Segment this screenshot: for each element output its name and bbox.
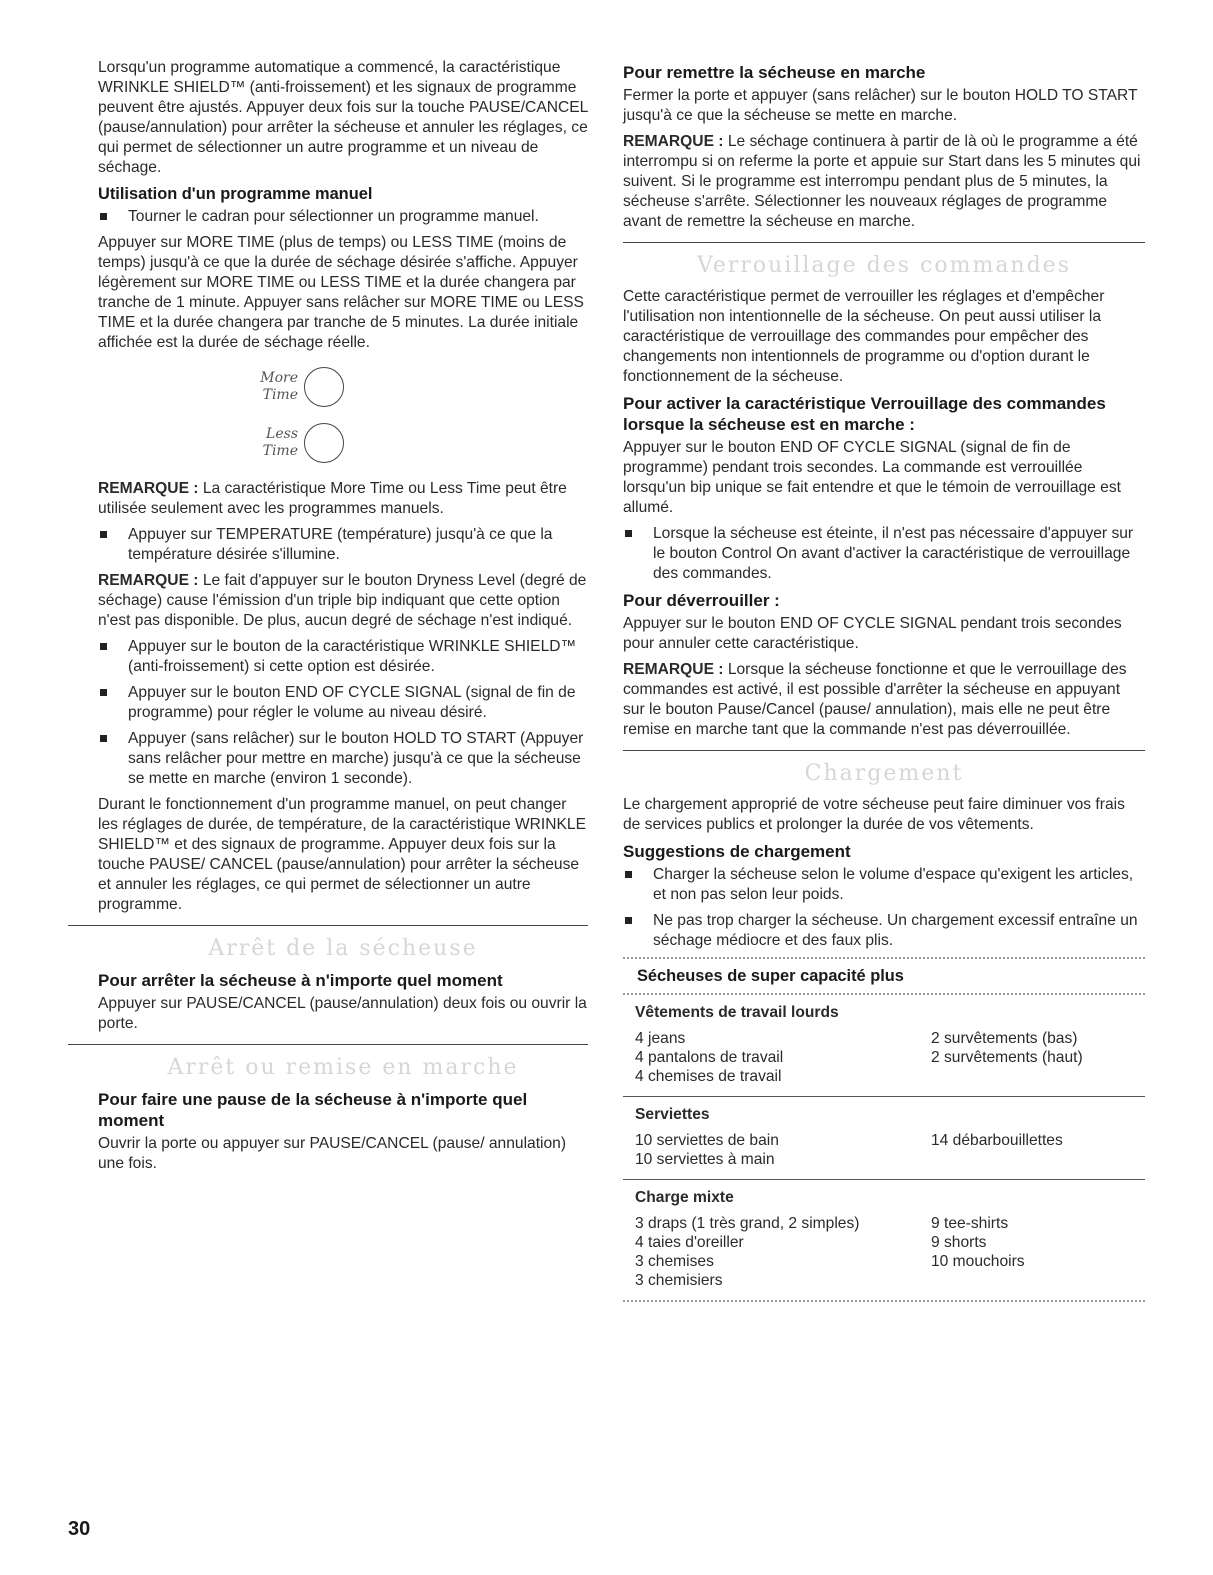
less-time-label-1: Less [266, 426, 298, 442]
manual-steps-list-2 [98, 525, 588, 565]
remark-text: Le fait d'appuyer sur le bouton Dryness Level (degré de séchage) cause l'émission d'un triple bip indiquant que cette option n'est pas disponible. De plus, aucun degré de séchage n'est indiqué. [98, 572, 587, 629]
section-title-lock: Verrouillage des commandes [696, 253, 1071, 278]
manual-steps-list-3 [98, 637, 588, 789]
less-time-button-icon [304, 423, 344, 463]
load-group-col2 [931, 1131, 1131, 1169]
remark-text: Le séchage continuera à partir de là où le programme a été interrompu si on referme la porte et appuie sur Start dans les 5 minutes qui suivent. Si le programme est interrompu pendant plus de 5 minutes, la sécheuse s'arrête. Sélectionner les nouveaux réglages de programme avant de remettre la sécheuse en marche. [623, 133, 1141, 230]
activate-lock-paragraph: Appuyer sur le bouton END OF CYCLE SIGNAL (signal de fin de programme) pendant trois secondes. La commande est verrouillée lorsqu'un bip unique se fait entendre et que le témoin de verrouillage est allumé. [623, 439, 1121, 516]
list-item: 2 survêtements (haut) [931, 1049, 1083, 1066]
dotted-divider [623, 1300, 1145, 1302]
divider [623, 750, 1145, 751]
more-time-button-icon [304, 367, 344, 407]
unlock-heading: Pour déverrouiller : [623, 591, 780, 610]
list-item: 9 tee-shirts [931, 1215, 1009, 1232]
list-item: 4 taies d'oreiller [635, 1234, 744, 1251]
remark-text: Lorsque la sécheuse fonctionne et que le verrouillage des commandes est activé, il est possible d'arrêter la sécheuse en appuyant sur le bouton Pause/Cancel (pause/ annulation), mais elle ne peut être remise en marche tant que la commande n'est pas déverrouillée. [623, 661, 1127, 738]
list-item: 4 chemises de travail [635, 1068, 782, 1085]
list-item: Charger la sécheuse selon le volume d'espace qu'exigent les articles, et non pas selon leur poids. [623, 865, 1145, 905]
dotted-divider [623, 993, 1145, 995]
remark-unlock [623, 660, 1145, 740]
load-group-towels [623, 1099, 1145, 1177]
section-title-load: Chargement [804, 761, 964, 786]
list-item: 9 shorts [931, 1234, 987, 1251]
list-item: Appuyer sur TEMPERATURE (température) jusqu'à ce que la température désirée s'illumine. [98, 525, 588, 565]
list-item: 3 chemisiers [635, 1272, 723, 1289]
more-time-knob [258, 361, 588, 413]
time-knobs-figure [258, 361, 588, 469]
list-item: Appuyer sur le bouton de la caractéristique WRINKLE SHIELD™ (anti-froissement) si cette option est désirée. [98, 637, 588, 677]
time-paragraph: Appuyer sur MORE TIME (plus de temps) ou LESS TIME (moins de temps) jusqu'à ce que la durée de séchage désirée s'affiche. Appuyer légèrement sur MORE TIME ou LESS TIME et la durée changera par tranche de 1 minute. Appuyer sans relâcher sur MORE TIME ou LESS TIME et la durée changera par tranche de 5 minutes. La durée initiale affichée est la durée de séchage réelle. [98, 234, 584, 351]
divider [623, 242, 1145, 243]
load-group-mixed [623, 1182, 1145, 1298]
page-number: 30 [68, 1518, 91, 1540]
list-item: 3 draps (1 très grand, 2 simples) [635, 1215, 860, 1232]
remark-more-time [98, 479, 588, 519]
list-item: Lorsque la sécheuse est éteinte, il n'est pas nécessaire d'appuyer sur le bouton Control On avant d'activer la caractéristique de verrouillage des commandes. [623, 524, 1145, 584]
lock-notes-list [623, 524, 1145, 584]
restart-paragraph: Fermer la porte et appuyer (sans relâcher) sur le bouton HOLD TO START jusqu'à ce que la sécheuse se mette en marche. [623, 87, 1138, 124]
remark-label: REMARQUE : [98, 480, 199, 497]
activate-lock-heading: Pour activer la caractéristique Verrouillage des commandes lorsque la sécheuse est en marche : [623, 394, 1106, 434]
load-group-col2 [931, 1214, 1131, 1290]
divider [68, 925, 588, 926]
restart-heading: Pour remettre la sécheuse en marche [623, 63, 926, 82]
capacity-table [623, 957, 1145, 1302]
list-item: 2 survêtements (bas) [931, 1030, 1078, 1047]
lock-paragraph: Cette caractéristique permet de verrouiller les réglages et d'empêcher l'utilisation non intentionnelle de la sécheuse. On peut aussi utiliser la caractéristique de verrouillage des commandes pour empêcher des changements non intentionnels de programme ou d'option durant le fonctionnement de la sécheuse. [623, 288, 1105, 385]
list-item: 14 débarbouillettes [931, 1132, 1063, 1149]
capacity-table-title: Sécheuses de super capacité plus [637, 967, 904, 985]
right-column [623, 58, 1145, 1304]
list-item: 10 serviettes de bain [635, 1132, 779, 1149]
remark-label: REMARQUE : [98, 572, 199, 589]
load-group-title: Charge mixte [635, 1189, 734, 1206]
stop-paragraph: Appuyer sur PAUSE/CANCEL (pause/annulation) deux fois ou ouvrir la porte. [98, 995, 587, 1032]
intro-paragraph: Lorsqu'un programme automatique a commencé, la caractéristique WRINKLE SHIELD™ (anti-froissement) et les signaux de programme peuvent être ajustés. Appuyer deux fois sur la touche PAUSE/CANCEL (pause/annulation) pour arrêter la sécheuse et annuler les réglages, ce qui permet de sélectionner un autre programme et un niveau de séchage. [98, 59, 588, 176]
load-group-title: Vêtements de travail lourds [635, 1004, 839, 1021]
section-title-pause: Arrêt ou remise en marche [167, 1055, 519, 1080]
pause-paragraph: Ouvrir la porte ou appuyer sur PAUSE/CANCEL (pause/ annulation) une fois. [98, 1135, 567, 1172]
stop-heading: Pour arrêter la sécheuse à n'importe quel moment [98, 971, 503, 990]
manual-steps-list-1 [98, 207, 588, 227]
load-group-col1 [635, 1029, 931, 1086]
during-paragraph: Durant le fonctionnement d'un programme manuel, on peut changer les réglages de durée, de température, de la caractéristique WRINKLE SHIELD™ et des signaux de programme. Appuyer deux fois sur la touche PAUSE/ CANCEL (pause/annulation) pour arrêter la sécheuse et annuler les réglages, ce qui permet de sélectionner un autre programme. [98, 796, 586, 913]
divider [68, 1044, 588, 1045]
list-item: 4 jeans [635, 1030, 686, 1047]
pause-heading: Pour faire une pause de la sécheuse à n'importe quel moment [98, 1090, 528, 1130]
list-item: 4 pantalons de travail [635, 1049, 784, 1066]
list-item: Tourner le cadran pour sélectionner un programme manuel. [98, 207, 588, 227]
unlock-paragraph: Appuyer sur le bouton END OF CYCLE SIGNAL pendant trois secondes pour annuler cette caractéristique. [623, 615, 1122, 652]
load-group-col2 [931, 1029, 1131, 1086]
list-item: 3 chemises [635, 1253, 714, 1270]
load-group-title: Serviettes [635, 1106, 710, 1123]
list-item: 10 serviettes à main [635, 1151, 775, 1168]
more-time-label-2: Time [262, 387, 298, 403]
list-item: Appuyer (sans relâcher) sur le bouton HOLD TO START (Appuyer sans relâcher pour mettre en marche) jusqu'à ce que la sécheuse se mette en marche (environ 1 seconde). [98, 729, 588, 789]
less-time-label-2: Time [262, 443, 298, 459]
remark-text: La caractéristique More Time ou Less Time peut être utilisée seulement avec les programmes manuels. [98, 480, 567, 517]
manual-cycle-heading: Utilisation d'un programme manuel [98, 185, 373, 203]
dotted-divider [623, 957, 1145, 959]
remark-dryness [98, 571, 588, 631]
remark-restart [623, 132, 1145, 232]
section-title-stop: Arrêt de la sécheuse [208, 936, 478, 961]
suggestions-heading: Suggestions de chargement [623, 842, 851, 861]
divider [623, 1096, 1145, 1097]
remark-label: REMARQUE : [623, 133, 724, 150]
more-time-label-1: More [260, 370, 298, 386]
list-item: Appuyer sur le bouton END OF CYCLE SIGNAL (signal de fin de programme) pour régler le volume au niveau désiré. [98, 683, 588, 723]
load-group-col1 [635, 1214, 931, 1290]
list-item: 10 mouchoirs [931, 1253, 1025, 1270]
remark-label: REMARQUE : [623, 661, 724, 678]
load-group-heavy [623, 997, 1145, 1094]
divider [623, 1179, 1145, 1180]
load-group-col1 [635, 1131, 931, 1169]
load-paragraph: Le chargement approprié de votre sécheuse peut faire diminuer vos frais de services publics et prolonger la durée de vos vêtements. [623, 796, 1125, 833]
list-item: Ne pas trop charger la sécheuse. Un chargement excessif entraîne un séchage médiocre et des faux plis. [623, 911, 1145, 951]
load-suggestions-list [623, 865, 1145, 951]
less-time-knob [258, 417, 588, 469]
left-column [98, 58, 588, 1180]
